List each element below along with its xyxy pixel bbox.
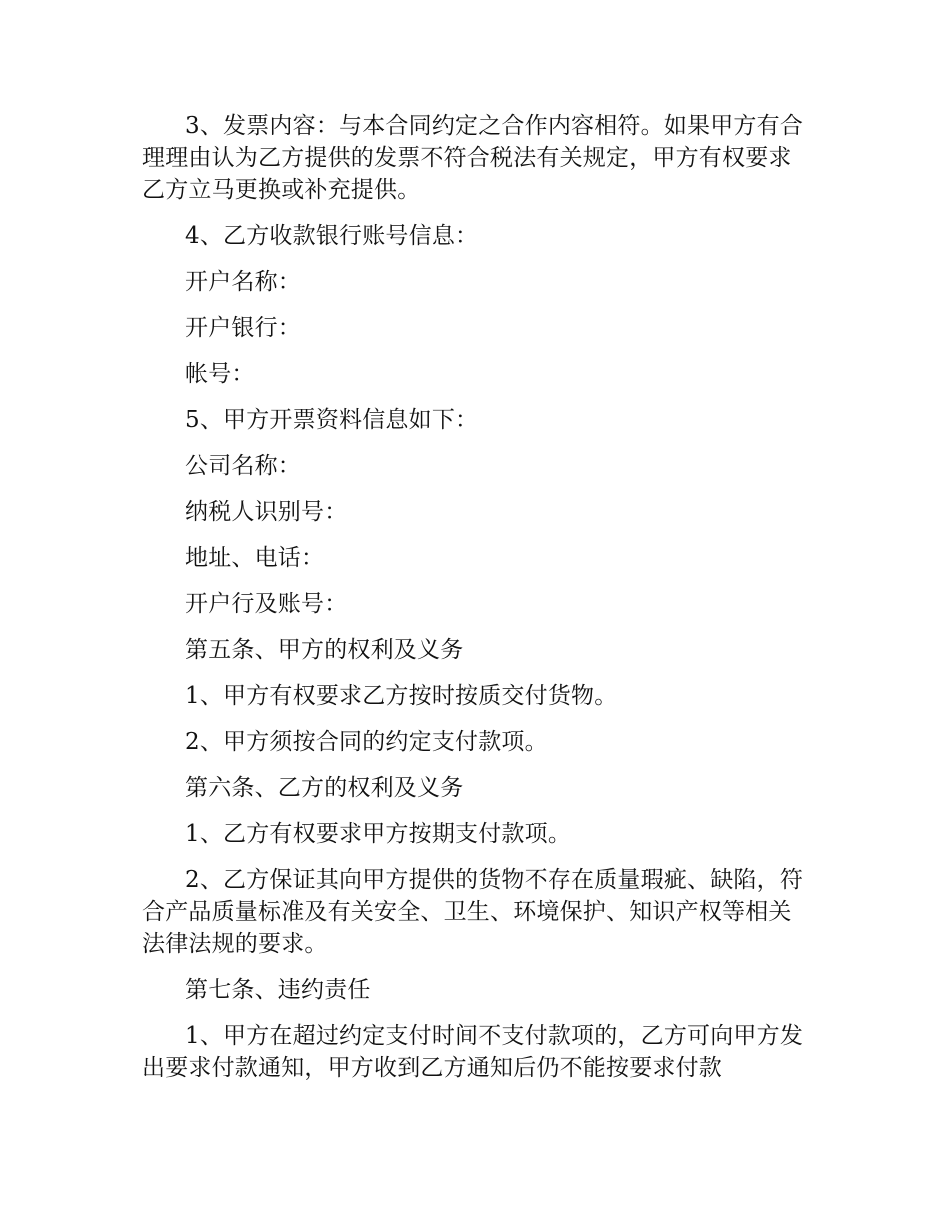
field-address-phone: 地址、电话： <box>185 545 325 571</box>
field-bank-and-account: 开户行及账号： <box>185 591 348 617</box>
paragraph-invoice-content: 3、发票内容：与本合同约定之合作内容相符。如果甲方有合理理由认为乙方提供的发票不符合税法有关规定，甲方有权要求乙方立马更换或补充提供。 <box>142 113 804 203</box>
section-heading-article-5: 第五条、甲方的权利及义务 <box>185 637 464 663</box>
document-body <box>142 110 814 1098</box>
paragraph-article-5-item-1: 1、甲方有权要求乙方按时按质交付货物。 <box>185 683 618 709</box>
field-account-number: 帐号： <box>185 361 255 387</box>
section-heading-article-7: 第七条、违约责任 <box>185 977 371 1003</box>
field-account-name: 开户名称： <box>185 269 301 295</box>
paragraph-article-6-item-1: 1、乙方有权要求甲方按期支付款项。 <box>185 821 572 847</box>
paragraph-bank-account-heading: 4、乙方收款银行账号信息： <box>185 223 479 249</box>
field-bank-name: 开户银行： <box>185 315 301 341</box>
paragraph-article-7-item-1: 1、甲方在超过约定支付时间不支付款项的，乙方可向甲方发出要求付款通知，甲方收到乙方通知后仍不能按要求付款 <box>142 1023 804 1081</box>
field-taxpayer-id: 纳税人识别号： <box>185 499 348 525</box>
section-heading-article-6: 第六条、乙方的权利及义务 <box>185 775 464 801</box>
paragraph-invoice-info-heading: 5、甲方开票资料信息如下： <box>185 407 479 433</box>
paragraph-article-5-item-2: 2、甲方须按合同的约定支付款项。 <box>185 729 548 755</box>
field-company-name: 公司名称： <box>185 453 301 479</box>
paragraph-article-6-item-2: 2、乙方保证其向甲方提供的货物不存在质量瑕疵、缺陷，符合产品质量标准及有关安全、卫生、环境保护、知识产权等相关法律法规的要求。 <box>142 867 804 957</box>
